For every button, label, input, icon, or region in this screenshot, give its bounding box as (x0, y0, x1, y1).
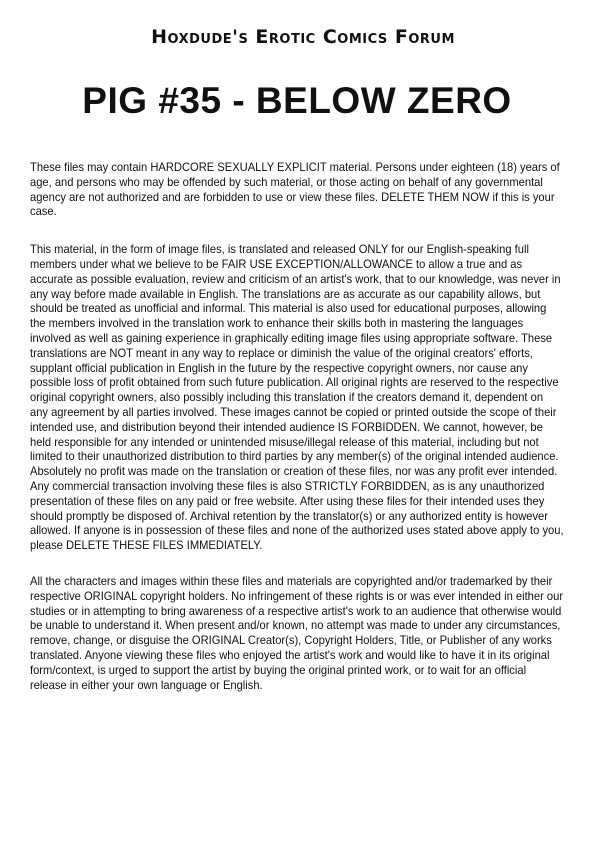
legal-notice (30, 160, 564, 692)
notice-paragraph-copyright: All the characters and images within these files and materials are copyrighted and/or trademarked by their respective ORIGINAL copyright holders. No infringement of these rights is or was ever intended in either our studies or in attempting to bring awareness of a respective artist's work to an audience that otherwise would be unable to understand it. When present and/or known, no attempt was made to under any circumstances, remove, change, or disguise the ORIGINAL Creator(s), Copyright Holders, Title, or Publisher of any works translated. Anyone viewing these files who enjoyed the artist's work and would like to have it in its original form/context, is urged to support the artist by buying the original printed work, or to wait for an official release in either your own language or English. (30, 573, 564, 692)
forum-name: Hoxdude's Erotic Comics Forum (151, 26, 455, 48)
page-title: PIG #35 - BELOW ZERO (82, 80, 512, 121)
notice-paragraph-fair-use: This material, in the form of image files, is translated and released ONLY for our English-speaking full members under what we believe to be FAIR USE EXCEPTION/ALLOWANCE to allow a true and as accurate as possible evaluation, review and criticism of an artist's work, that to our knowledge, was never in any way before made available in English. The translations are as accurate as our capability allows, but should be treated as unofficial and informal. This material is also used for educational purposes, allowing the members involved in the translation work to enhance their skills both in mastering the languages involved as well as gaining experience in graphically editing image files using appropriate software. These translations are NOT meant in any way to replace or diminish the value of the original creators' efforts, supplant official publication in English in the future by the respective copyright owners, nor cause any possible loss of profit obtained from such future publication. All original rights are reserved to the respective original copyright owners, also possibly including this translation if the creators demand it, dependent on any agreement by all parties involved. These images cannot be copied or printed outside the scope of their intended use, and distribution beyond their intended audience IS FORBIDDEN. We cannot, however, be held responsible for any intended or unintended misuse/illegal release of this material, including but not limited to their unauthorized distribution to third parties by any member(s) of the original intended audience. Absolutely no profit was made on the translation or creation of these files, nor was any profit ever intended. Any commercial transaction involving these files is also STRICTLY FORBIDDEN, as is any unauthorized presentation of these files on any paid or free website. After using these files for their intended uses they should promptly be disposed of. Archival retention by the translator(s) or any authorized entity is however allowed. If anyone is in possession of these files and none of the authorized uses stated above apply to you, please DELETE THESE FILES IMMEDIATELY. (30, 242, 564, 553)
notice-paragraph-content-warning: These files may contain HARDCORE SEXUALLY EXPLICIT material. Persons under eighteen (18) years of age, and persons who may be offended by such material, or those acting on behalf of any governmental agency are not authorized and are forbidden to use or view these files. DELETE THEM NOW if this is your case. (30, 160, 560, 219)
